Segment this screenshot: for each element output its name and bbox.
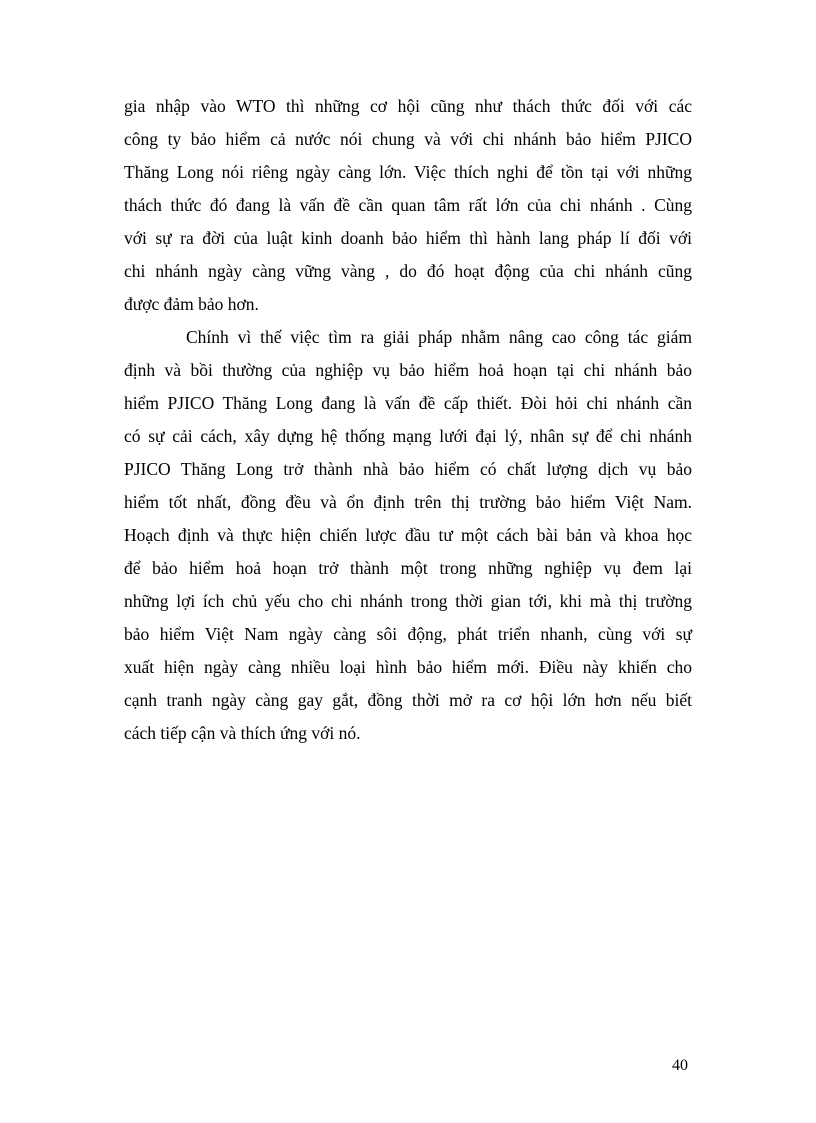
page-number: 40	[672, 1057, 688, 1074]
text-line: Chính vì thế việc tìm ra giải pháp nhằm nâng cao công tác giám	[186, 327, 692, 347]
text-line: cạnh tranh ngày càng gay gắt, đồng thời mở ra cơ hội lớn hơn nếu biết	[124, 690, 692, 710]
text-line: Thăng Long nói riêng ngày càng lớn. Việc thích nghi để tồn tại với những	[124, 162, 692, 182]
text-line: hiểm PJICO Thăng Long đang là vấn đề cấp thiết. Đòi hỏi chi nhánh cần	[124, 393, 692, 413]
text-line: PJICO Thăng Long trở thành nhà bảo hiểm có chất lượng dịch vụ bảo	[124, 459, 692, 479]
text-line: Hoạch định và thực hiện chiến lược đầu tư một cách bài bản và khoa học	[124, 525, 692, 545]
paragraph-1	[124, 90, 692, 321]
text-line: với sự ra đời của luật kinh doanh bảo hiểm thì hành lang pháp lí đối với	[124, 228, 692, 248]
text-line: được đảm bảo hơn.	[124, 294, 259, 314]
text-line: có sự cải cách, xây dựng hệ thống mạng lưới đại lý, nhân sự để chi nhánh	[124, 426, 692, 446]
body-text	[124, 90, 692, 750]
text-line: xuất hiện ngày càng nhiều loại hình bảo hiểm mới. Điều này khiến cho	[124, 657, 692, 677]
text-line: chi nhánh ngày càng vững vàng , do đó hoạt động của chi nhánh cũng	[124, 261, 692, 281]
text-line: hiểm tốt nhất, đồng đều và ổn định trên thị trường bảo hiểm Việt Nam.	[124, 492, 692, 512]
text-line: cách tiếp cận và thích ứng với nó.	[124, 723, 361, 743]
text-line: những lợi ích chủ yếu cho chi nhánh trong thời gian tới, khi mà thị trường	[124, 591, 692, 611]
text-line: bảo hiểm Việt Nam ngày càng sôi động, phát triển nhanh, cùng với sự	[124, 624, 692, 644]
paragraph-2	[124, 321, 692, 750]
text-line: công ty bảo hiểm cả nước nói chung và với chi nhánh bảo hiểm PJICO	[124, 129, 692, 149]
text-line: gia nhập vào WTO thì những cơ hội cũng như thách thức đối với các	[124, 96, 692, 116]
text-line: để bảo hiểm hoả hoạn trở thành một trong những nghiệp vụ đem lại	[124, 558, 692, 578]
text-line: định và bồi thường của nghiệp vụ bảo hiểm hoả hoạn tại chi nhánh bảo	[124, 360, 692, 380]
text-line: thách thức đó đang là vấn đề cần quan tâm rất lớn của chi nhánh . Cùng	[124, 195, 692, 215]
